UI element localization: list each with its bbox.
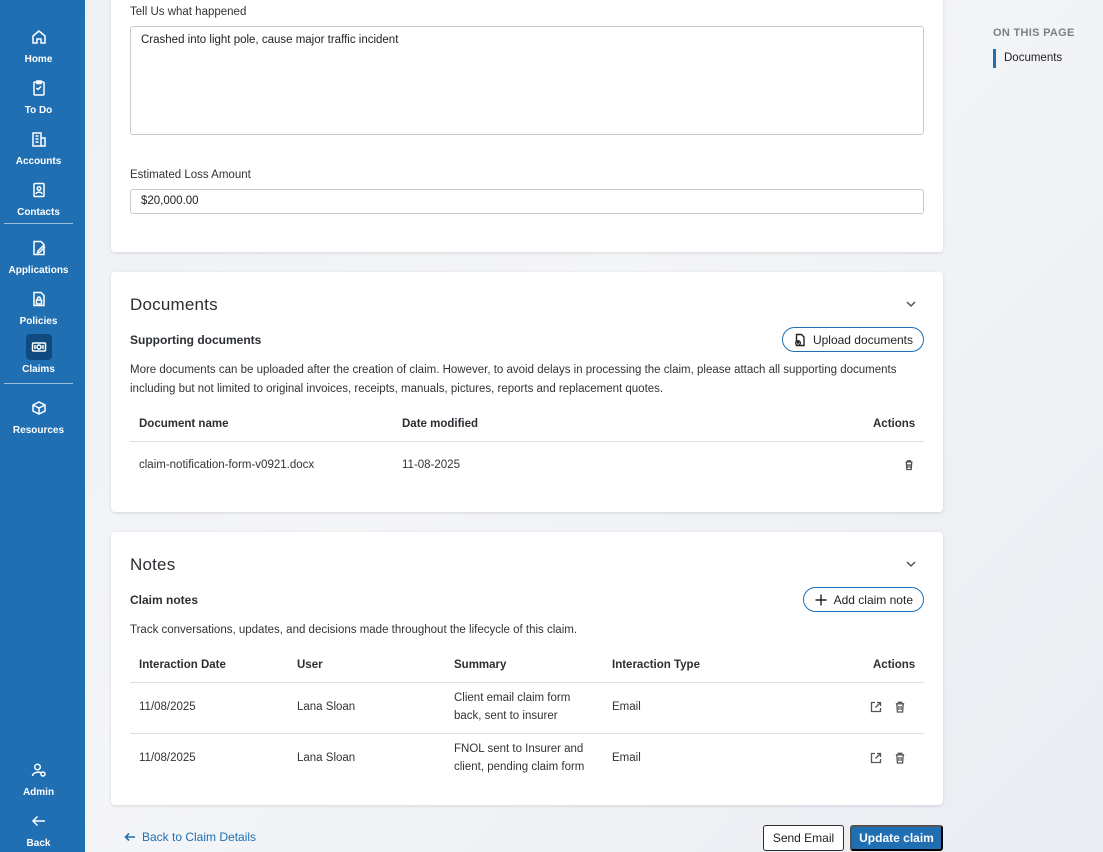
claim-notes-heading: Claim notes — [130, 593, 199, 607]
add-claim-note-button[interactable] — [803, 587, 924, 612]
sidebar-item-label: Claims — [22, 364, 55, 375]
arrow-left-icon — [26, 808, 52, 834]
sidebar-divider — [4, 383, 73, 384]
sidebar-item-claims[interactable] — [0, 334, 77, 375]
open-external-icon[interactable] — [869, 751, 883, 765]
document-edit-icon — [26, 235, 52, 261]
back-to-claim-details-label: Back to Claim Details — [142, 830, 257, 844]
sidebar-item-label: Back — [26, 838, 51, 849]
interaction-date-cell: 11/08/2025 — [139, 701, 196, 713]
sidebar-item-policies[interactable] — [0, 286, 77, 327]
table-divider — [130, 733, 924, 734]
date-modified-cell: 11-08-2025 — [402, 459, 460, 471]
admin-user-gear-icon — [26, 757, 52, 783]
contact-card-icon — [26, 177, 52, 203]
delete-trash-icon[interactable] — [893, 751, 907, 765]
sidebar-divider — [4, 223, 73, 224]
summary-cell-line1: Client email claim form — [454, 692, 571, 704]
document-name-cell[interactable]: claim-notification-form-v0921.docx — [139, 459, 315, 471]
sidebar-item-applications[interactable] — [0, 235, 77, 276]
sidebar-item-label: Home — [24, 54, 53, 65]
on-this-page-heading: ON THIS PAGE — [993, 27, 1075, 39]
column-header-date-modified: Date modified — [402, 418, 479, 430]
sidebar-item-label: Admin — [22, 787, 55, 798]
sidebar-item-back[interactable] — [0, 808, 77, 849]
notes-title: Notes — [130, 555, 176, 574]
documents-description: More documents can be uploaded after the creation of claim. However, to avoid delays in processing the claim, please attach all supporting documents including but not limited to original invoices, receipts, manuals, pictures, reports and replacement quotes. — [130, 364, 897, 395]
sidebar — [0, 0, 85, 852]
interaction-date-cell: 11/08/2025 — [139, 752, 196, 764]
send-email-button[interactable]: Send Email — [763, 825, 844, 851]
sidebar-item-label: Resources — [12, 425, 65, 436]
home-icon — [26, 24, 52, 50]
sidebar-item-resources[interactable] — [0, 395, 77, 436]
column-header-user: User — [297, 659, 323, 671]
sidebar-item-todo[interactable] — [0, 75, 77, 116]
collapse-notes-chevron-icon[interactable] — [905, 558, 917, 570]
table-divider — [130, 682, 924, 683]
column-header-interaction-date: Interaction Date — [139, 659, 226, 671]
arrow-left-icon — [124, 831, 136, 843]
column-header-summary: Summary — [454, 659, 507, 671]
plus-icon — [814, 593, 828, 607]
update-claim-button[interactable]: Update claim — [850, 825, 943, 851]
building-icon — [26, 126, 52, 152]
sidebar-item-contacts[interactable] — [0, 177, 77, 218]
sidebar-item-label: Applications — [8, 265, 69, 276]
add-claim-note-label: Add claim note — [833, 592, 913, 607]
upload-documents-label: Upload documents — [812, 332, 913, 347]
what-happened-label: Tell Us what happened — [130, 6, 247, 18]
sidebar-item-home[interactable] — [0, 24, 77, 65]
table-divider — [130, 441, 924, 442]
interaction-type-cell: Email — [612, 701, 641, 713]
user-cell: Lana Sloan — [297, 701, 356, 713]
user-cell: Lana Sloan — [297, 752, 356, 764]
delete-trash-icon[interactable] — [893, 700, 907, 714]
incident-details-card — [111, 0, 943, 252]
summary-cell-line2: back, sent to insurer — [454, 710, 558, 722]
summary-cell-line2: client, pending claim form — [454, 761, 585, 773]
sidebar-item-label: Contacts — [17, 207, 60, 218]
back-to-claim-details-link[interactable] — [124, 830, 256, 844]
loss-amount-label: Estimated Loss Amount — [130, 169, 251, 181]
what-happened-textarea[interactable]: Crashed into light pole, cause major traffic incident — [130, 26, 924, 135]
toc-item-documents[interactable]: Documents — [993, 49, 1062, 68]
documents-title: Documents — [130, 295, 218, 314]
clipboard-icon — [26, 75, 52, 101]
interaction-type-cell: Email — [612, 752, 641, 764]
sidebar-item-label: To Do — [24, 105, 53, 116]
supporting-documents-heading: Supporting documents — [130, 333, 262, 347]
notes-description: Track conversations, updates, and decisions made throughout the lifecycle of this claim. — [130, 624, 578, 636]
sidebar-item-label: Accounts — [15, 156, 62, 167]
column-header-actions: Actions — [873, 418, 916, 430]
policy-lock-icon — [26, 286, 52, 312]
column-header-document-name: Document name — [139, 418, 229, 430]
sidebar-item-label: Policies — [19, 316, 58, 327]
collapse-documents-chevron-icon[interactable] — [905, 298, 917, 310]
upload-file-icon — [793, 333, 807, 347]
column-header-interaction-type: Interaction Type — [612, 659, 700, 671]
notes-card — [111, 532, 943, 805]
documents-card — [111, 272, 943, 512]
column-header-actions: Actions — [873, 659, 916, 671]
resources-box-icon — [26, 395, 52, 421]
loss-amount-input[interactable]: $20,000.00 — [130, 189, 924, 214]
open-external-icon[interactable] — [869, 700, 883, 714]
delete-trash-icon[interactable] — [902, 458, 916, 472]
claims-money-icon — [26, 334, 52, 360]
upload-documents-button[interactable] — [782, 327, 924, 352]
sidebar-item-accounts[interactable] — [0, 126, 77, 167]
summary-cell-line1: FNOL sent to Insurer and — [454, 743, 584, 755]
sidebar-item-admin[interactable] — [0, 757, 77, 798]
